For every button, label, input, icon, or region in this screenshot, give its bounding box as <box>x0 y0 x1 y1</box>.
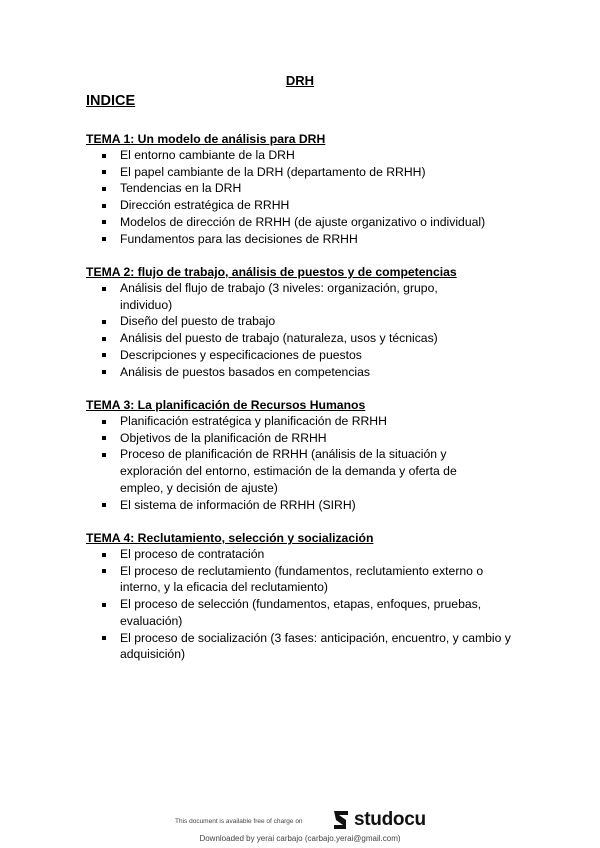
list-item: Fundamentos para las decisiones de RRHH <box>86 231 526 248</box>
bullet-icon <box>102 603 106 607</box>
section-tema-2 <box>86 264 486 380</box>
list-item: Dirección estratégica de RRHH <box>86 197 526 214</box>
section-heading: TEMA 4: Reclutamiento, selección y socialización <box>86 531 374 545</box>
bullet-icon <box>102 553 106 557</box>
bullet-icon <box>102 636 106 640</box>
bullet-icon <box>102 320 106 324</box>
bullet-icon <box>102 453 106 457</box>
section-list <box>86 280 486 380</box>
bullet-icon <box>102 420 106 424</box>
list-item: El proceso de socialización (3 fases: anticipación, encuentro, y cambio y adquisición) <box>86 630 526 663</box>
list-item: El entorno cambiante de la DRH <box>86 147 526 164</box>
list-item: Planificación estratégica y planificación de RRHH <box>86 413 496 430</box>
section-tema-1 <box>86 131 526 247</box>
section-list <box>86 147 526 247</box>
availability-text: This document is available free of charge on <box>175 818 303 825</box>
studocu-logo-icon[interactable] <box>331 809 351 831</box>
list-item: El proceso de reclutamiento (fundamentos, reclutamiento externo o interno, y la eficacia del reclutamiento) <box>86 563 526 596</box>
bullet-icon <box>102 370 106 374</box>
downloaded-by-text: Downloaded by yerai carbajo (carbajo.yerai@gmail.com) <box>199 834 401 843</box>
list-item: Descripciones y especificaciones de puestos <box>86 347 486 364</box>
bullet-icon <box>102 170 106 174</box>
bullet-icon <box>102 436 106 440</box>
bullet-icon <box>102 187 106 191</box>
bullet-icon <box>102 503 106 507</box>
section-list <box>86 546 526 663</box>
list-item: El proceso de selección (fundamentos, etapas, enfoques, pruebas, evaluación) <box>86 596 526 629</box>
section-heading: TEMA 1: Un modelo de análisis para DRH <box>86 132 326 146</box>
list-item: Análisis de puestos basados en competencias <box>86 364 486 381</box>
bullet-icon <box>102 353 106 357</box>
list-item: Modelos de dirección de RRHH (de ajuste organizativo o individual) <box>86 214 526 231</box>
list-item: Tendencias en la DRH <box>86 180 526 197</box>
list-item: Análisis del flujo de trabajo (3 niveles: organización, grupo, individuo) <box>86 280 486 313</box>
list-item: El sistema de información de RRHH (SIRH) <box>86 497 496 514</box>
bullet-icon <box>102 287 106 291</box>
bullet-icon <box>102 204 106 208</box>
list-item: El proceso de contratación <box>86 546 526 563</box>
list-item: Diseño del puesto de trabajo <box>86 313 486 330</box>
section-list <box>86 413 496 513</box>
bullet-icon <box>102 569 106 573</box>
section-tema-4 <box>86 530 526 663</box>
bullet-icon <box>102 220 106 224</box>
footer <box>0 806 600 848</box>
section-tema-3 <box>86 397 496 513</box>
list-item: El papel cambiante de la DRH (departamento de RRHH) <box>86 164 526 181</box>
brand-logo-text[interactable]: studocu <box>354 809 426 830</box>
list-item: Objetivos de la planificación de RRHH <box>86 430 496 447</box>
section-heading: TEMA 2: flujo de trabajo, análisis de puestos y de competencias <box>86 265 457 279</box>
index-heading: INDICE <box>86 93 136 109</box>
list-item: Análisis del puesto de trabajo (naturaleza, usos y técnicas) <box>86 330 486 347</box>
bullet-icon <box>102 337 106 341</box>
list-item: Proceso de planificación de RRHH (análisis de la situación y exploración del entorno, estimación de la demanda y oferta de empleo, y decisión de ajuste) <box>86 446 496 496</box>
bullet-icon <box>102 154 106 158</box>
bullet-icon <box>102 237 106 241</box>
section-heading: TEMA 3: La planificación de Recursos Humanos <box>86 398 366 412</box>
document-title: DRH <box>285 73 315 88</box>
